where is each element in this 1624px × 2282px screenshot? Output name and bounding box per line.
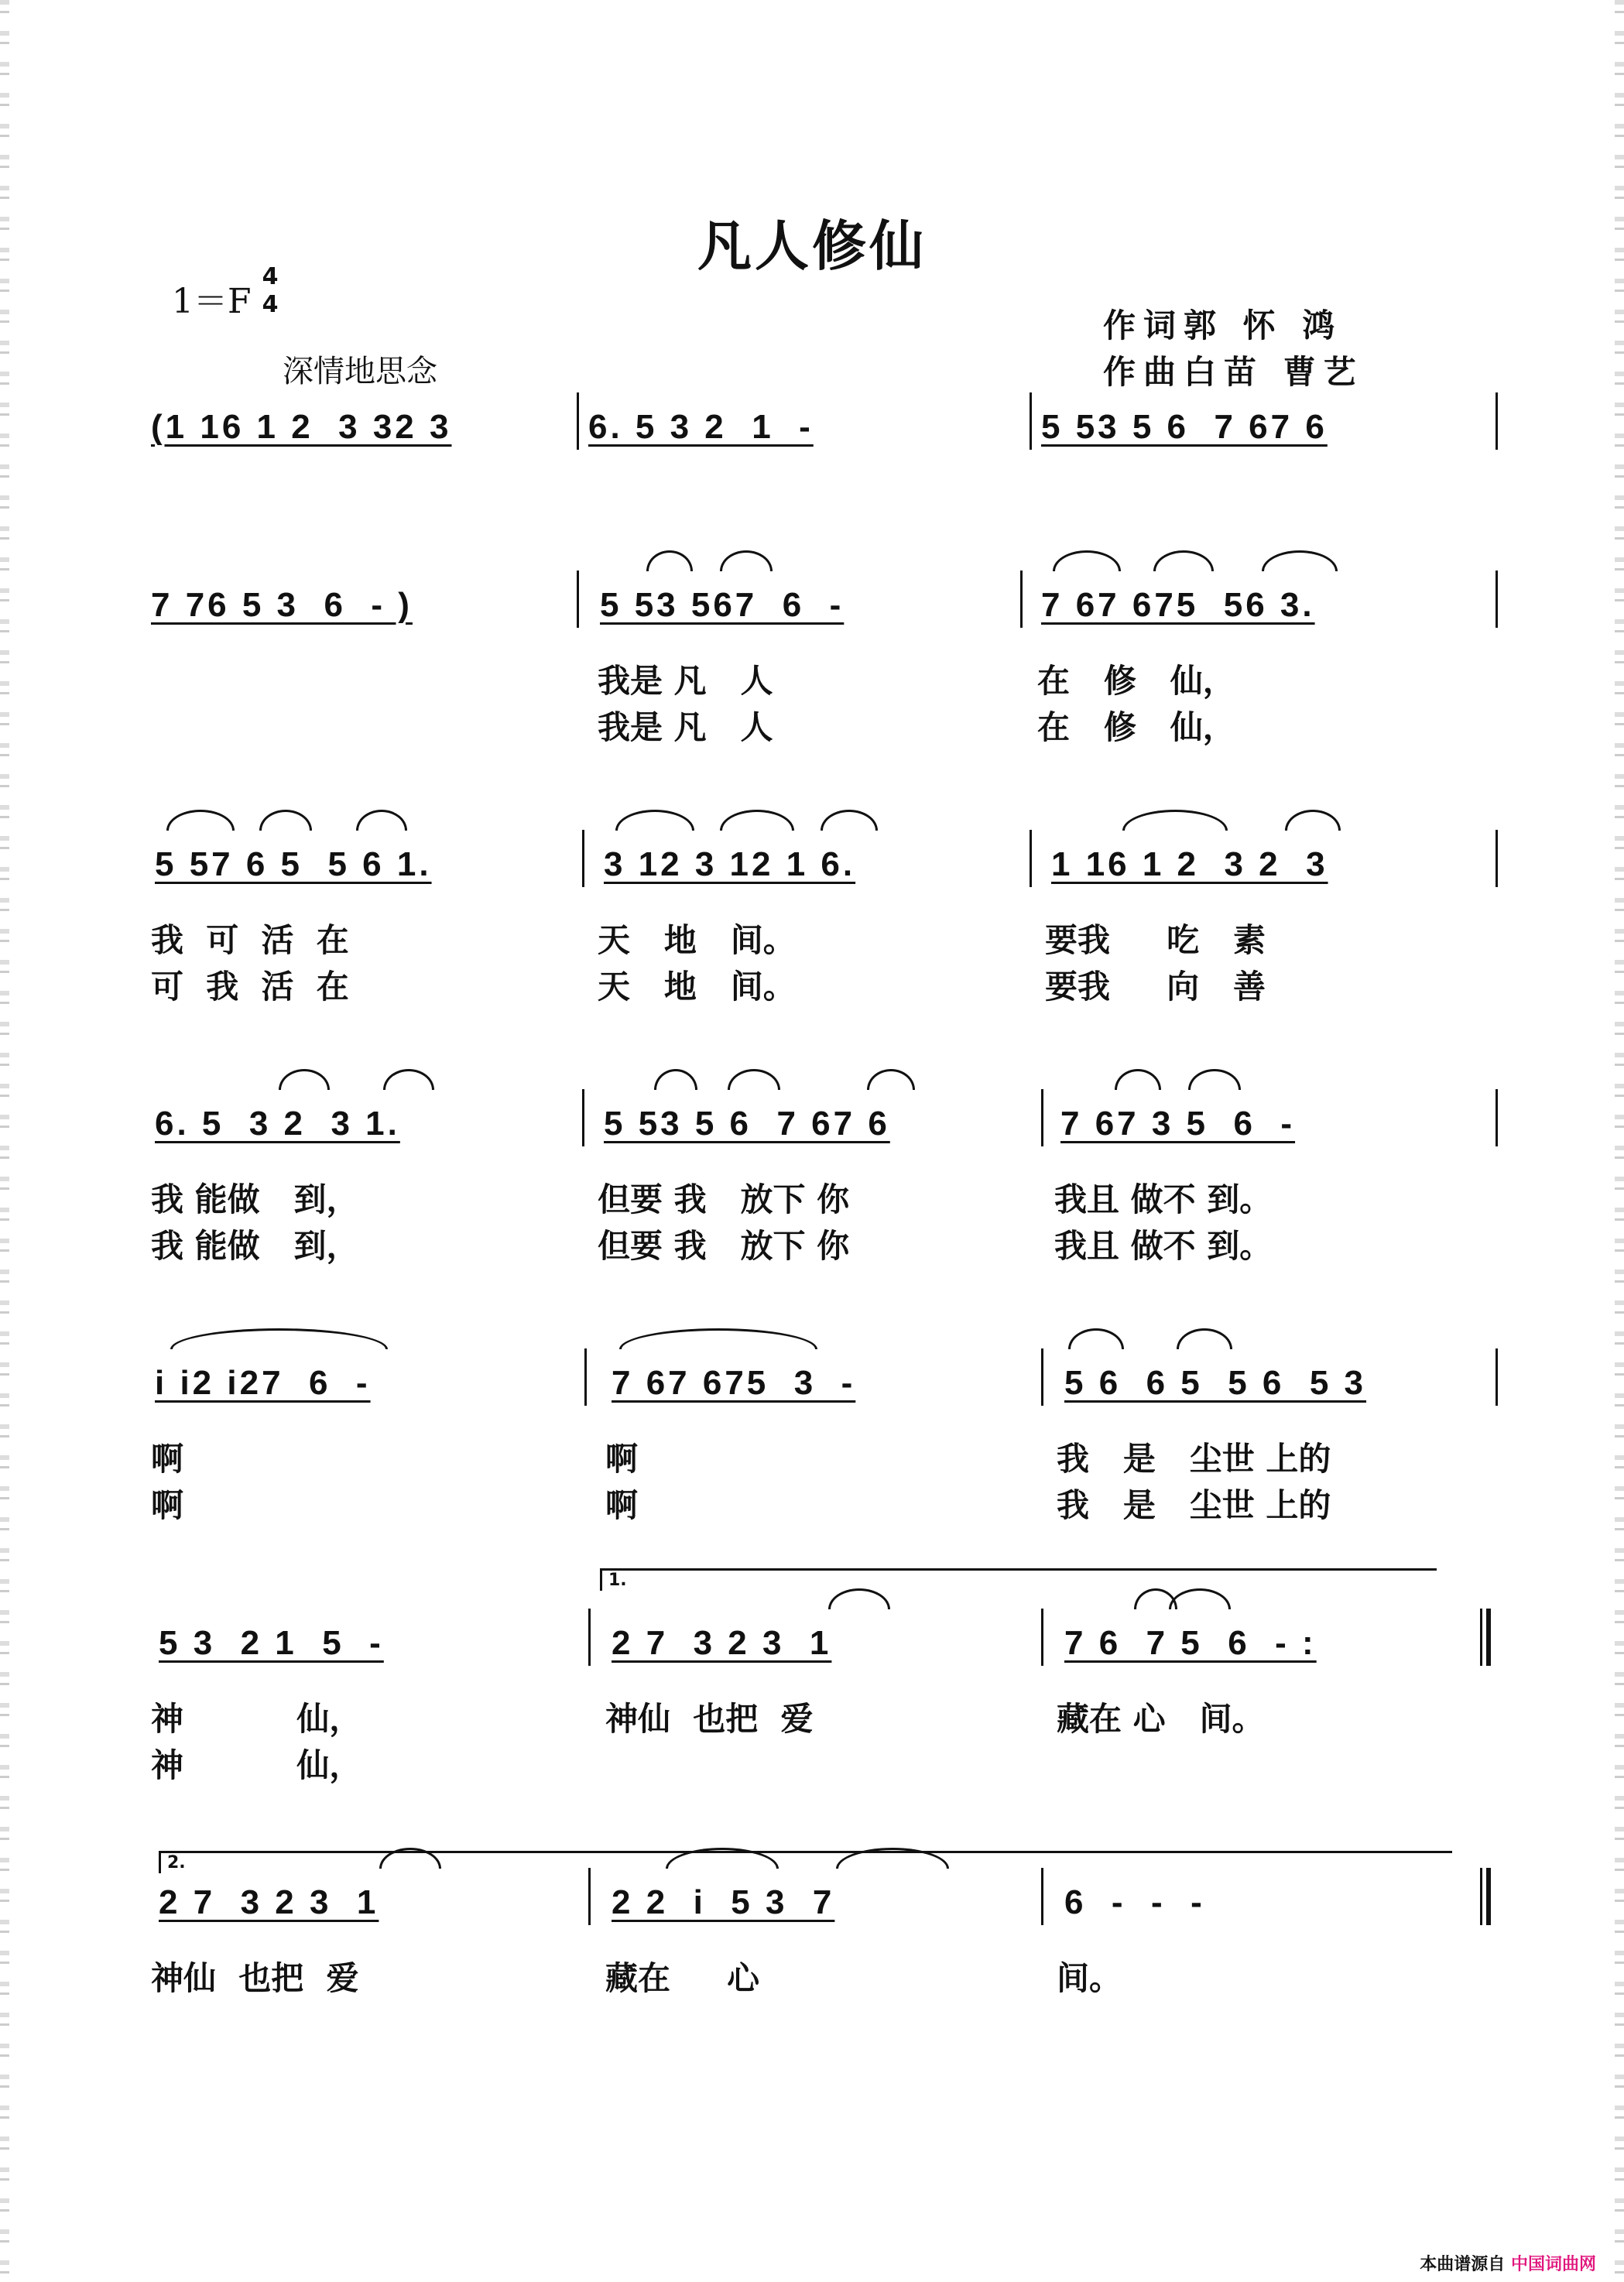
measure: 7 67 675 56 3.: [1041, 586, 1315, 624]
lyric-line: 间。: [1057, 1959, 1122, 1997]
lyric-line: 我 能做 到，: [151, 1180, 359, 1218]
lyric-line: 在 修 仙，: [1037, 662, 1235, 700]
tempo-marking: 深情地思念: [283, 354, 437, 389]
barline: [1496, 830, 1498, 887]
lyric-line: 要我 向 善: [1045, 968, 1266, 1006]
repeat-end-barline: [1480, 1609, 1491, 1666]
measure: 2 7 3 2 3 1: [612, 1624, 832, 1662]
slur: [356, 810, 407, 831]
barline: [582, 1089, 584, 1146]
lyric-line: 我且 做不 到。: [1054, 1180, 1273, 1218]
barline: [1041, 1348, 1043, 1406]
lyric-line: 神仙 也把 爱: [151, 1959, 359, 1997]
slur: [1153, 550, 1214, 571]
lyric-line: 啊: [605, 1486, 639, 1524]
barline: [1496, 1348, 1498, 1406]
lyric-line: 我且 做不 到。: [1054, 1227, 1273, 1265]
barline: [577, 392, 579, 450]
source-footer: [1420, 2251, 1596, 2275]
measure: 6. 5 3 2 3 1.: [155, 1105, 400, 1143]
slur: [720, 810, 794, 831]
slur: [279, 1069, 330, 1090]
lyric-line: 要我 吃 素: [1045, 921, 1266, 959]
lyric-line: 我 能做 到，: [151, 1227, 359, 1265]
measure: (1 16 1 2 3 32 3: [151, 408, 452, 446]
lyric-line: 在 修 仙，: [1037, 708, 1235, 746]
left-margin-strip: [0, 0, 9, 2282]
barline: [1496, 570, 1498, 628]
slur: [1068, 1328, 1124, 1349]
lyric-line: 我 可 活 在: [151, 921, 349, 959]
barline: [584, 1348, 587, 1406]
lyric-line: 但要 我 放下 你: [598, 1227, 850, 1265]
measure: 3 12 3 12 1 6.: [604, 845, 856, 883]
slur: [1122, 810, 1228, 831]
lyric-line: 藏在 心 间。: [1057, 1700, 1265, 1738]
composer-credit: 作曲白苗 曹艺: [1103, 353, 1364, 391]
lyric-line: 我是 凡 人: [598, 662, 773, 700]
measure: i i2 i27 6 -: [155, 1364, 371, 1402]
measure: 6. 5 3 2 1 -: [588, 408, 814, 446]
measure: 7 6 7 5 6 - :: [1064, 1624, 1317, 1662]
time-signature-bottom: 4: [262, 291, 279, 318]
measure: 7 67 675 3 -: [612, 1364, 856, 1402]
lyric-line: 天 地 间。: [598, 968, 796, 1006]
slur: [720, 550, 773, 571]
measure: 5 57 6 5 5 6 1.: [155, 845, 432, 883]
slur: [1188, 1069, 1241, 1090]
slur: [1169, 1588, 1231, 1609]
slur: [1262, 550, 1338, 571]
slur: [1285, 810, 1341, 831]
slur: [867, 1069, 915, 1090]
measure: 5 53 5 6 7 67 6: [604, 1105, 890, 1143]
slur: [646, 550, 693, 571]
measure: 2 2 i 5 3 7: [612, 1883, 835, 1921]
barline: [588, 1868, 591, 1925]
time-signature-top: 4: [262, 263, 279, 290]
barline: [1496, 392, 1498, 450]
measure: 5 6 6 5 5 6 5 3: [1064, 1364, 1367, 1402]
barline: [1030, 830, 1032, 887]
slur: [821, 810, 878, 831]
key-signature: 1＝F: [172, 282, 252, 321]
lyric-line: 啊: [605, 1440, 639, 1478]
barline: [1041, 1868, 1043, 1925]
slur: [166, 810, 235, 831]
barline: [1041, 1609, 1043, 1666]
slur: [728, 1069, 780, 1090]
slur: [1053, 550, 1121, 571]
lyric-line: 天 地 间。: [598, 921, 796, 959]
barline: [582, 830, 584, 887]
volta-bracket-2: 2.: [159, 1851, 1452, 1873]
lyric-line: 藏在 心: [605, 1959, 760, 1997]
slur: [1177, 1328, 1232, 1349]
lyric-line: 我 是 尘世 上的: [1057, 1440, 1331, 1478]
slur: [828, 1588, 890, 1609]
lyricist-credit: 作词郭 怀 鸿: [1103, 307, 1343, 344]
measure: 7 67 3 5 6 -: [1060, 1105, 1296, 1143]
lyric-line: 神仙 也把 爱: [605, 1700, 814, 1738]
slur: [170, 1328, 388, 1349]
lyric-line: 神 仙，: [151, 1700, 362, 1738]
lyric-line: 神 仙，: [151, 1746, 362, 1784]
slur: [259, 810, 312, 831]
barline: [1030, 392, 1032, 450]
slur: [654, 1069, 697, 1090]
song-title: 凡人修仙: [697, 214, 927, 278]
lyric-line: 啊: [151, 1440, 184, 1478]
slur: [383, 1069, 434, 1090]
measure: 1 16 1 2 3 2 3: [1051, 845, 1328, 883]
slur: [1115, 1069, 1161, 1090]
measure: 7 76 5 3 6 - ): [151, 586, 413, 624]
barline: [1496, 1089, 1498, 1146]
lyric-line: 可 我 活 在: [151, 968, 349, 1006]
barline: [577, 570, 579, 628]
lyric-line: 但要 我 放下 你: [598, 1180, 850, 1218]
measure: 5 53 5 6 7 67 6: [1041, 408, 1328, 446]
slur: [619, 1328, 817, 1349]
measure: 5 53 567 6 -: [600, 586, 845, 624]
lyric-line: 我 是 尘世 上的: [1057, 1486, 1331, 1524]
measure: 5 3 2 1 5 -: [159, 1624, 384, 1662]
lyric-line: 我是 凡 人: [598, 708, 773, 746]
final-barline: [1480, 1868, 1491, 1925]
site-brand-link[interactable]: 中国词曲网: [1510, 2255, 1596, 2274]
source-label: 本曲谱源自: [1420, 2255, 1506, 2274]
time-signature: [262, 263, 279, 319]
barline: [1020, 570, 1023, 628]
barline: [588, 1609, 591, 1666]
measure: 2 7 3 2 3 1: [159, 1883, 379, 1921]
measure: 6 - - -: [1064, 1883, 1205, 1921]
right-margin-strip: [1615, 0, 1624, 2282]
volta-bracket-1: 1.: [600, 1568, 1437, 1591]
lyric-line: 啊: [151, 1486, 184, 1524]
barline: [1041, 1089, 1043, 1146]
slur: [615, 810, 694, 831]
